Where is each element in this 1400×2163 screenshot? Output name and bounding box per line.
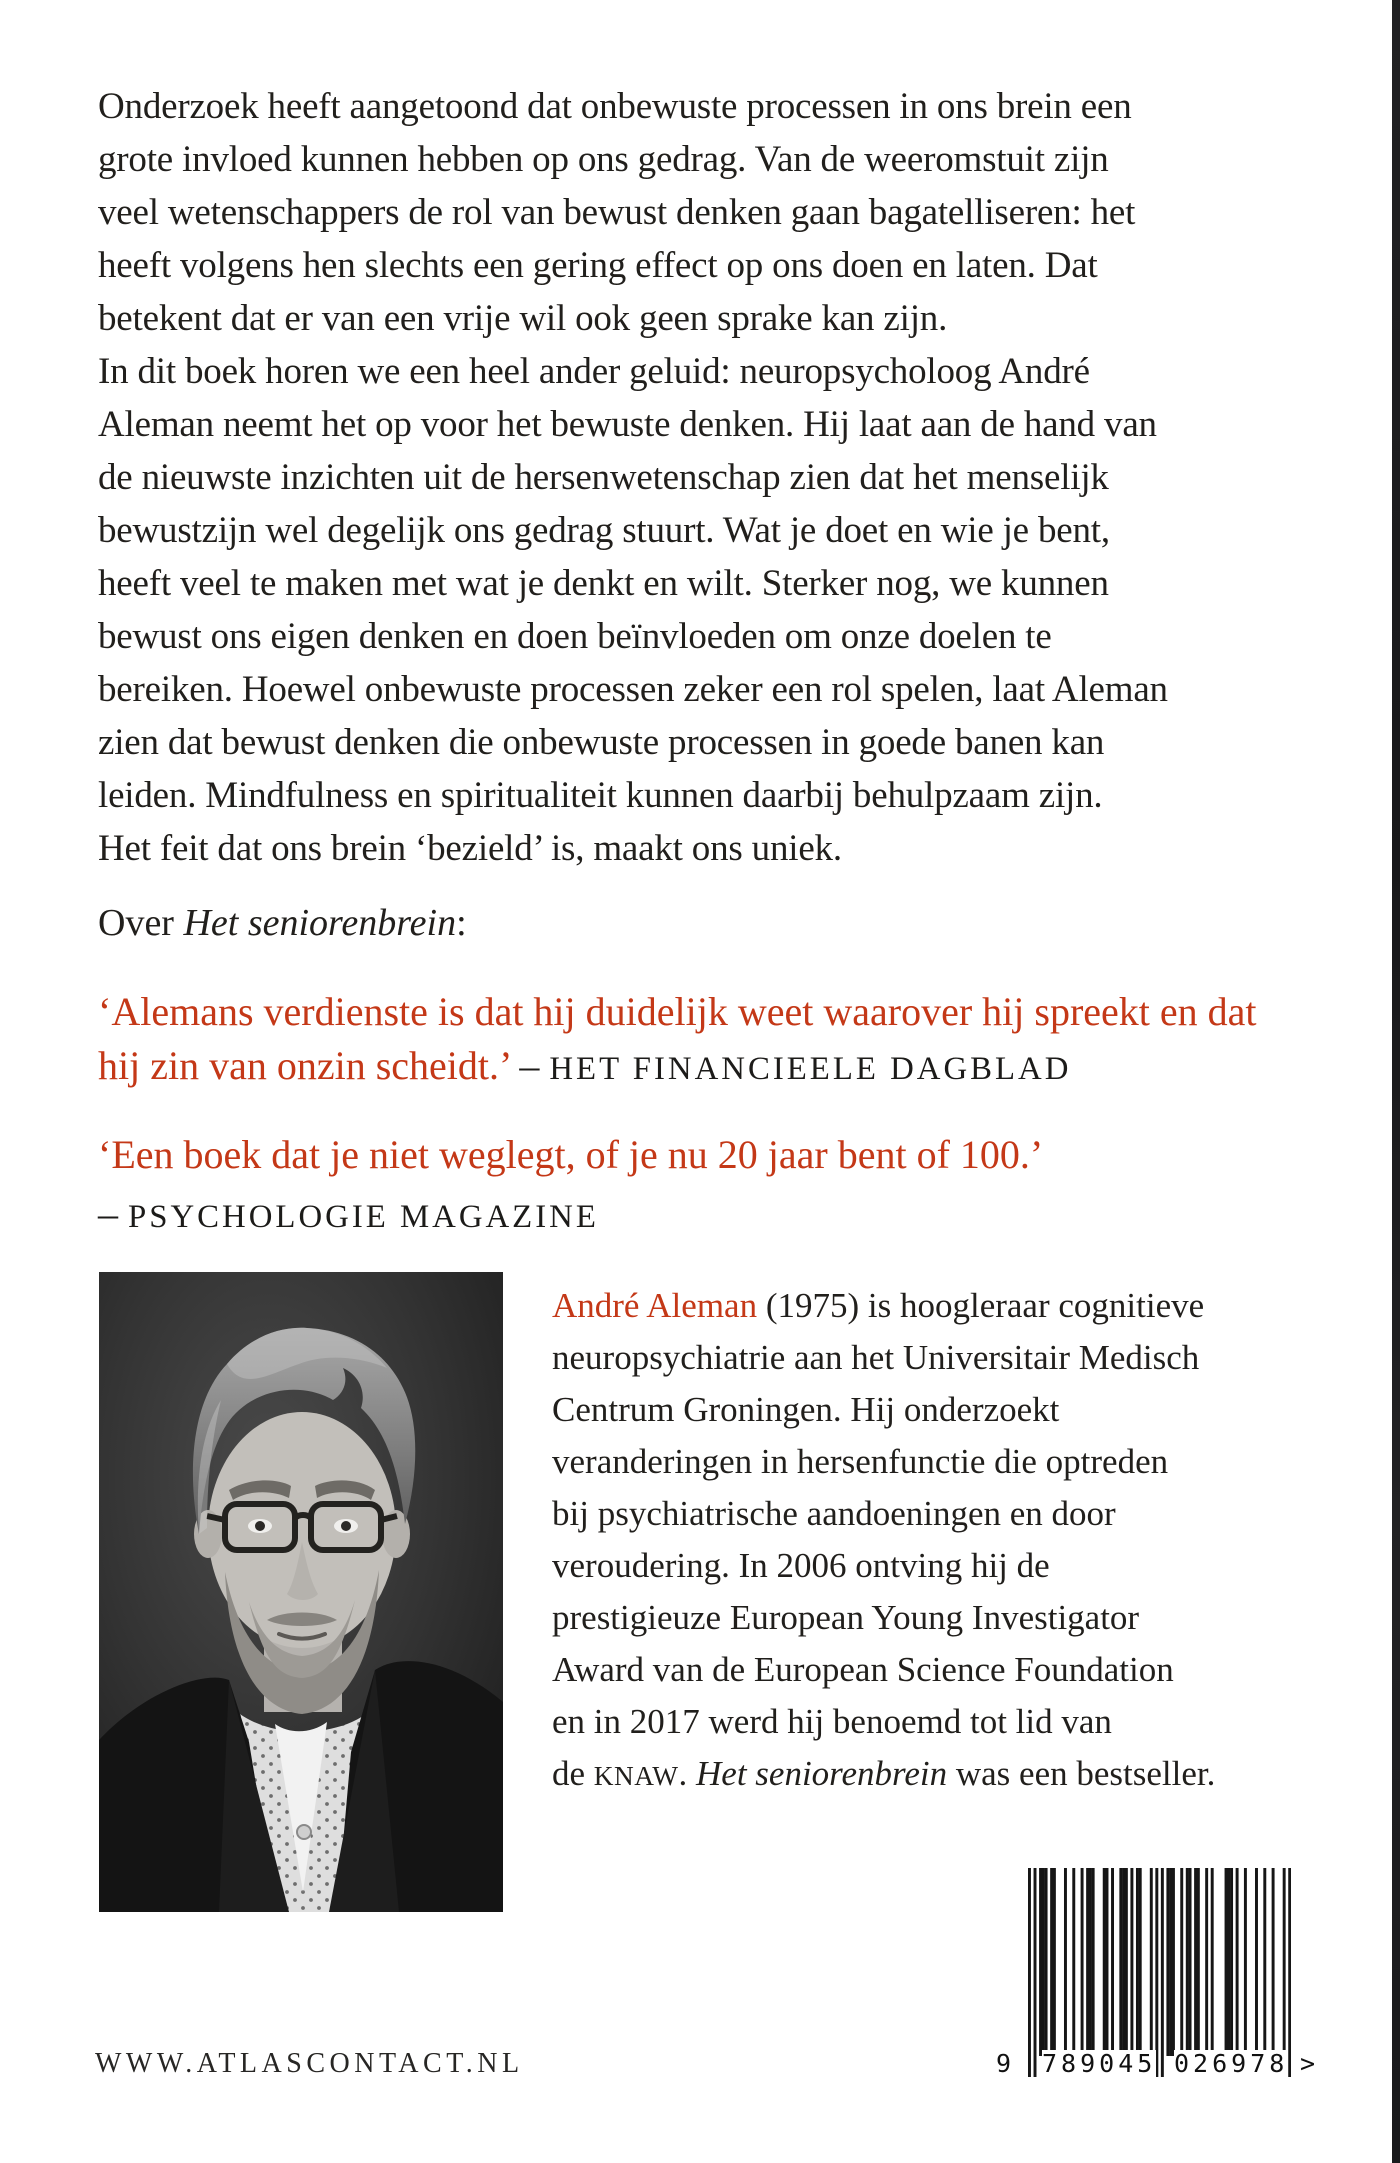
text-segment: veranderingen in hersenfunctie die optreden — [552, 1442, 1169, 1481]
text-line — [98, 610, 1328, 663]
barcode-suffix-arrow: > — [1300, 2049, 1316, 2078]
text-segment: de — [552, 1754, 594, 1793]
barcode-bars — [1028, 1868, 1291, 2077]
text-line — [98, 985, 1328, 1039]
text-line — [98, 663, 1328, 716]
text-segment: zien dat bewust denken die onbewuste processen in goede banen kan — [98, 722, 1105, 763]
text-segment: : — [456, 902, 467, 944]
synopsis-text — [98, 80, 1328, 875]
text-line — [552, 1384, 1312, 1436]
author-bio — [552, 1280, 1312, 1802]
text-line — [98, 1039, 1328, 1096]
text-line — [98, 1192, 599, 1239]
barcode-digit-lead: 9 — [996, 2049, 1012, 2078]
text-line — [98, 716, 1328, 769]
review-quote-financieele-dagblad — [98, 985, 1328, 1096]
review-attribution-psychologie-magazine — [98, 1192, 599, 1239]
publisher-website: WWW.ATLASCONTACT.NL — [95, 2048, 524, 2079]
text-line — [552, 1592, 1312, 1644]
text-segment: leiden. Mindfulness en spiritualiteit kunnen daarbij behulpzaam zijn. — [98, 775, 1103, 816]
text-segment: In dit boek horen we een heel ander geluid: neuropsycholoog André — [98, 351, 1090, 392]
text-line — [552, 1748, 1312, 1802]
text-line — [98, 557, 1328, 610]
text-segment: prestigieuze European Young Investigator — [552, 1598, 1140, 1637]
text-segment: ‘Een boek dat je niet weglegt, of je nu 20 jaar bent of 100.’ — [98, 1132, 1044, 1177]
text-line — [552, 1332, 1312, 1384]
text-line — [98, 769, 1328, 822]
text-line — [98, 345, 1328, 398]
text-segment: . — [678, 1754, 697, 1793]
text-line — [98, 897, 467, 950]
text-line — [98, 133, 1328, 186]
text-line — [98, 1128, 1328, 1182]
text-segment: Centrum Groningen. Hij onderzoekt — [552, 1390, 1060, 1429]
text-segment: Het seniorenbrein — [183, 902, 457, 944]
text-line — [98, 239, 1328, 292]
text-segment: – — [519, 1043, 550, 1088]
text-segment: heeft veel te maken met wat je denkt en wilt. Sterker nog, we kunnen — [98, 563, 1109, 604]
text-line — [552, 1488, 1312, 1540]
isbn-barcode — [996, 1868, 1316, 2080]
text-segment: Onderzoek heeft aangetoond dat onbewuste processen in ons brein een — [98, 86, 1132, 127]
text-segment: neuropsychiatrie aan het Universitair Medisch — [552, 1338, 1200, 1377]
text-line — [98, 504, 1328, 557]
text-segment: Over — [98, 902, 184, 944]
text-segment: ‘Alemans verdienste is dat hij duidelijk weet waarover hij spreekt en dat — [98, 989, 1257, 1034]
text-segment: Het seniorenbrein — [696, 1754, 948, 1793]
text-segment: bij psychiatrische aandoeningen en door — [552, 1494, 1116, 1533]
spine-edge — [1392, 0, 1400, 2163]
text-line — [552, 1436, 1312, 1488]
text-segment: betekent dat er van een vrije wil ook geen sprake kan zijn. — [98, 298, 948, 339]
text-segment: André Aleman — [552, 1286, 758, 1325]
text-line — [98, 398, 1328, 451]
text-line — [552, 1696, 1312, 1748]
text-segment: grote invloed kunnen hebben op ons gedrag. Van de weeromstuit zijn — [98, 139, 1109, 180]
portrait-illustration — [99, 1272, 503, 1912]
barcode-digits-group1: 789045 — [1042, 2049, 1157, 2078]
text-line — [98, 451, 1328, 504]
text-segment: Het feit dat ons brein ‘bezield’ is, maakt ons uniek. — [98, 828, 842, 869]
text-line — [552, 1280, 1312, 1332]
text-segment: HET FINANCIEELE DAGBLAD — [549, 1051, 1072, 1087]
barcode-digits-group2: 026978 — [1174, 2049, 1289, 2078]
text-segment: veroudering. In 2006 ontving hij de — [552, 1546, 1050, 1585]
reviews-heading — [98, 897, 467, 950]
text-line — [552, 1540, 1312, 1592]
text-segment: PSYCHOLOGIE MAGAZINE — [128, 1199, 599, 1235]
text-segment: heeft volgens hen slechts een gering effect op ons doen en laten. Dat — [98, 245, 1098, 286]
review-quote-psychologie-magazine — [98, 1128, 1328, 1182]
text-line — [98, 292, 1328, 345]
text-line — [98, 822, 1328, 875]
text-line — [98, 80, 1328, 133]
text-segment: – — [98, 1191, 128, 1236]
text-segment: bereiken. Hoewel onbewuste processen zeker een rol spelen, laat Aleman — [98, 669, 1168, 710]
text-segment: de nieuwste inzichten uit de hersenwetenschap zien dat het menselijk — [98, 457, 1109, 498]
text-segment: Aleman neemt het op voor het bewuste denken. Hij laat aan de hand van — [98, 404, 1157, 445]
text-line — [552, 1644, 1312, 1696]
author-photo — [99, 1272, 503, 1912]
text-segment: hij zin van onzin scheidt.’ — [98, 1043, 520, 1088]
text-segment: en in 2017 werd hij benoemd tot lid van — [552, 1702, 1112, 1741]
text-segment: bewustzijn wel degelijk ons gedrag stuurt. Wat je doet en wie je bent, — [98, 510, 1110, 551]
text-segment: KNAW — [593, 1761, 679, 1791]
text-segment: veel wetenschappers de rol van bewust denken gaan bagatelliseren: het — [98, 192, 1136, 233]
text-segment: (1975) is hoogleraar cognitieve — [757, 1286, 1205, 1325]
text-segment: bewust ons eigen denken en doen beïnvloeden om onze doelen te — [98, 616, 1052, 657]
text-line — [98, 186, 1328, 239]
text-segment: Award van de European Science Foundation — [552, 1650, 1174, 1689]
text-segment: was een bestseller. — [947, 1754, 1216, 1793]
